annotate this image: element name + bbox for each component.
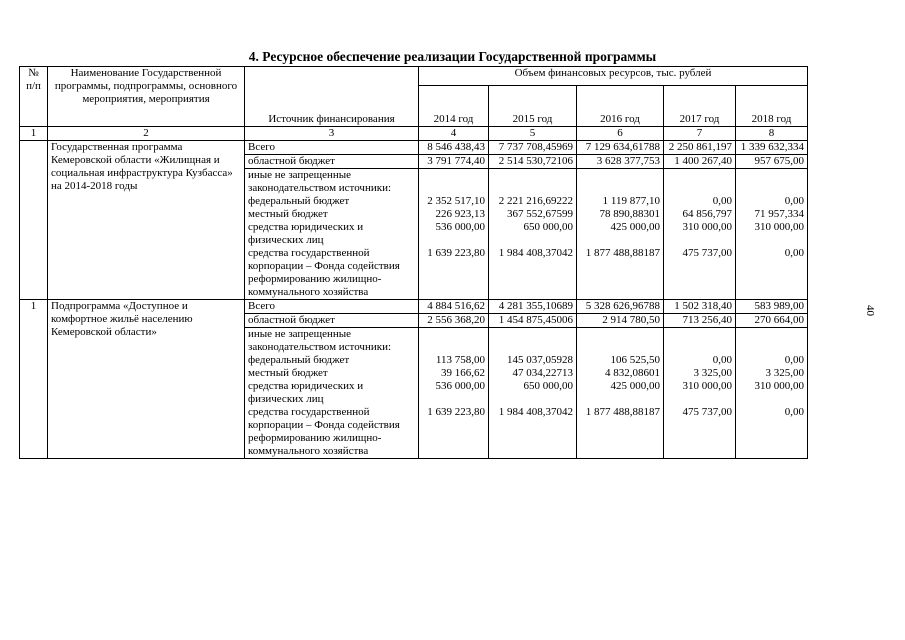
value-cell: 0,00 (736, 354, 808, 367)
header-name: Наименование Государственной программы, подпрограммы, основного мероприятия, мероприятия (48, 67, 245, 127)
value-cell (736, 328, 808, 355)
value-cell (577, 169, 664, 196)
value-cell: 3 791 774,40 (419, 155, 489, 169)
section-number: 1 (20, 300, 48, 459)
value-cell: 1 502 318,40 (664, 300, 736, 314)
value-cell: 3 325,00 (736, 367, 808, 380)
header-no: № п/п (20, 67, 48, 127)
index-cell: 6 (577, 127, 664, 141)
value-cell (664, 328, 736, 355)
index-cell: 1 (20, 127, 48, 141)
value-cell (489, 328, 577, 355)
value-cell: 1 877 488,88187 (577, 247, 664, 300)
value-cell (489, 169, 577, 196)
value-cell: 226 923,13 (419, 208, 489, 221)
value-cell (664, 169, 736, 196)
value-cell: 113 758,00 (419, 354, 489, 367)
section-state-program (20, 141, 808, 300)
value-cell (419, 169, 489, 196)
value-cell: 650 000,00 (489, 380, 577, 406)
table-row (20, 300, 808, 314)
value-cell (736, 169, 808, 196)
value-cell: 3 628 377,753 (577, 155, 664, 169)
value-cell: 0,00 (736, 247, 808, 300)
value-cell: 2 250 861,197 (664, 141, 736, 155)
value-cell: 475 737,00 (664, 247, 736, 300)
value-cell: 475 737,00 (664, 406, 736, 459)
source-cell: средства юридических и физических лиц (245, 380, 419, 406)
index-cell: 4 (419, 127, 489, 141)
source-cell: областной бюджет (245, 314, 419, 328)
value-cell: 310 000,00 (664, 221, 736, 247)
value-cell: 310 000,00 (736, 221, 808, 247)
value-cell: 270 664,00 (736, 314, 808, 328)
value-cell: 39 166,62 (419, 367, 489, 380)
value-cell: 650 000,00 (489, 221, 577, 247)
source-cell: средства юридических и физических лиц (245, 221, 419, 247)
source-cell: средства государственной корпорации – Фонда содействия реформированию жилищно-коммунального хозяйства (245, 406, 419, 459)
value-cell: 4 281 355,10689 (489, 300, 577, 314)
source-cell: федеральный бюджет (245, 354, 419, 367)
source-cell: федеральный бюджет (245, 195, 419, 208)
source-cell: Всего (245, 300, 419, 314)
source-cell: Всего (245, 141, 419, 155)
source-cell: местный бюджет (245, 208, 419, 221)
source-cell: иные не запрещенные законодательством источники: (245, 328, 419, 355)
value-cell: 0,00 (664, 354, 736, 367)
index-cell: 2 (48, 127, 245, 141)
value-cell: 425 000,00 (577, 380, 664, 406)
source-cell: средства государственной корпорации – Фонда содействия реформированию жилищно-коммунального хозяйства (245, 247, 419, 300)
header-volume: Объем финансовых ресурсов, тыс. рублей (419, 67, 808, 86)
section-number (20, 141, 48, 300)
section-subprogram (20, 300, 808, 459)
value-cell: 1 400 267,40 (664, 155, 736, 169)
source-cell: областной бюджет (245, 155, 419, 169)
header-year-2016: 2016 год (577, 86, 664, 127)
value-cell (577, 328, 664, 355)
value-cell: 2 221 216,69222 (489, 195, 577, 208)
value-cell: 310 000,00 (736, 380, 808, 406)
value-cell: 1 877 488,88187 (577, 406, 664, 459)
value-cell: 1 984 408,37042 (489, 406, 577, 459)
index-cell: 5 (489, 127, 577, 141)
index-row (20, 127, 808, 141)
section-name: Государственная программа Кемеровской области «Жилищная и социальная инфраструктура Кузбасса» на 2014-2018 годы (48, 141, 245, 300)
value-cell: 425 000,00 (577, 221, 664, 247)
value-cell: 583 989,00 (736, 300, 808, 314)
document-title: 4. Ресурсное обеспечение реализации Государственной программы (248, 49, 657, 64)
value-cell: 7 737 708,45969 (489, 141, 577, 155)
header-year-2014: 2014 год (419, 86, 489, 127)
section-name: Подпрограмма «Доступное и комфортное жильё населению Кемеровской области» (48, 300, 245, 459)
table-header (20, 67, 808, 141)
value-cell: 1 119 877,10 (577, 195, 664, 208)
value-cell: 1 639 223,80 (419, 406, 489, 459)
value-cell: 0,00 (664, 195, 736, 208)
value-cell: 0,00 (736, 406, 808, 459)
value-cell: 78 890,88301 (577, 208, 664, 221)
index-cell: 8 (736, 127, 808, 141)
value-cell: 1 639 223,80 (419, 247, 489, 300)
value-cell: 2 556 368,20 (419, 314, 489, 328)
index-cell: 3 (245, 127, 419, 141)
header-year-2018: 2018 год (736, 86, 808, 127)
source-cell: местный бюджет (245, 367, 419, 380)
value-cell (419, 328, 489, 355)
value-cell: 536 000,00 (419, 221, 489, 247)
value-cell: 145 037,05928 (489, 354, 577, 367)
value-cell: 2 914 780,50 (577, 314, 664, 328)
value-cell: 47 034,22713 (489, 367, 577, 380)
header-year-2017: 2017 год (664, 86, 736, 127)
header-source: Источник финансирования (245, 67, 419, 127)
value-cell: 7 129 634,61788 (577, 141, 664, 155)
value-cell: 367 552,67599 (489, 208, 577, 221)
value-cell: 1 984 408,37042 (489, 247, 577, 300)
resource-table (19, 66, 808, 459)
value-cell: 0,00 (736, 195, 808, 208)
index-cell: 7 (664, 127, 736, 141)
value-cell: 4 884 516,62 (419, 300, 489, 314)
page-number: 40 (864, 305, 876, 316)
value-cell: 4 832,08601 (577, 367, 664, 380)
value-cell: 106 525,50 (577, 354, 664, 367)
table-row (20, 141, 808, 155)
value-cell: 310 000,00 (664, 380, 736, 406)
value-cell: 713 256,40 (664, 314, 736, 328)
value-cell: 2 514 530,72106 (489, 155, 577, 169)
value-cell: 1 339 632,334 (736, 141, 808, 155)
value-cell: 957 675,00 (736, 155, 808, 169)
value-cell: 71 957,334 (736, 208, 808, 221)
value-cell: 8 546 438,43 (419, 141, 489, 155)
value-cell: 64 856,797 (664, 208, 736, 221)
source-cell: иные не запрещенные законодательством источники: (245, 169, 419, 196)
value-cell: 2 352 517,10 (419, 195, 489, 208)
header-year-2015: 2015 год (489, 86, 577, 127)
value-cell: 536 000,00 (419, 380, 489, 406)
value-cell: 1 454 875,45006 (489, 314, 577, 328)
value-cell: 3 325,00 (664, 367, 736, 380)
value-cell: 5 328 626,96788 (577, 300, 664, 314)
